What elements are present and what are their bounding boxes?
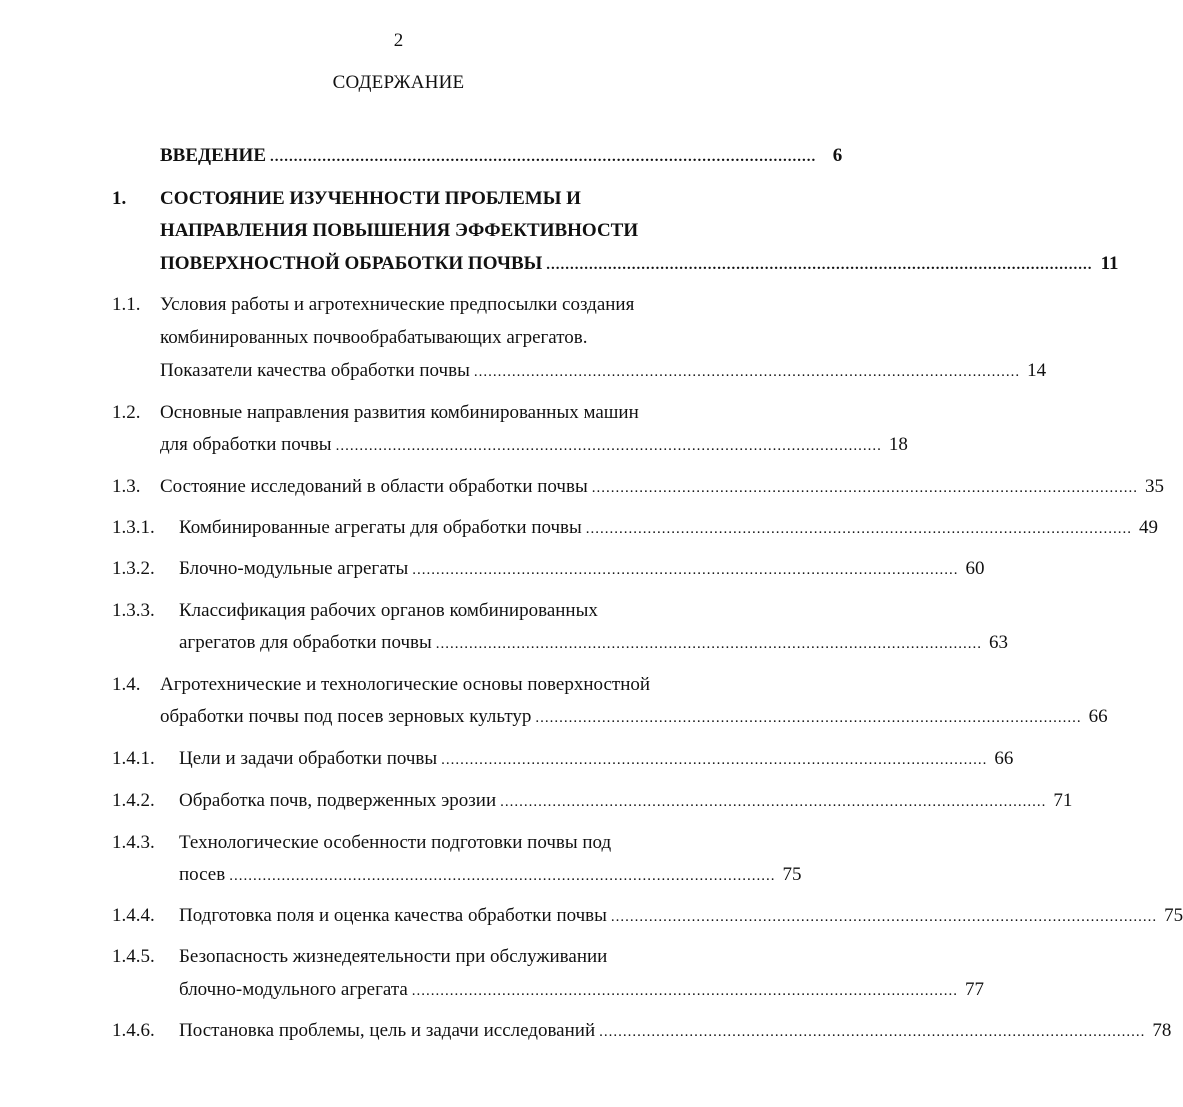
toc-entry-title: Условия работы и агротехнические предпосылки создания	[160, 294, 635, 315]
toc-section-number: 1.3.2.	[112, 558, 155, 579]
toc-entry-title: Комбинированные агрегаты для обработки почвы	[179, 517, 582, 538]
toc-entry-title: НАПРАВЛЕНИЯ ПОВЫШЕНИЯ ЭФФЕКТИВНОСТИ	[160, 220, 639, 241]
leader-dots: ...................................................................................................................	[412, 562, 959, 578]
leader-dots: ...................................................................................................................	[335, 438, 882, 454]
toc-line	[160, 143, 843, 169]
toc-page-number: 6	[832, 145, 843, 166]
page-number: 2	[393, 30, 404, 51]
toc-page-number: 75	[1164, 905, 1183, 926]
toc-page-number: 66	[994, 748, 1014, 769]
leader-dots: ...................................................................................................................	[500, 794, 1047, 810]
toc-entry-title: Технологические особенности подготовки почвы под	[179, 832, 612, 853]
toc-entry-title: Постановка проблемы, цель и задачи исследований	[179, 1020, 596, 1041]
toc-entry-title: Блочно-модульные агрегаты	[179, 558, 409, 579]
toc-entry-title: Состояние исследований в области обработки почвы	[160, 476, 588, 497]
toc-page-number: 75	[782, 864, 802, 885]
toc-section-number: 1.4.5.	[112, 946, 155, 967]
leader-dots: ...................................................................................................................	[535, 710, 1082, 726]
toc-line	[179, 1018, 1172, 1044]
leader-dots: ...................................................................................................................	[411, 983, 959, 999]
toc-line	[160, 432, 908, 458]
toc-line	[179, 515, 1159, 541]
leader-dots: ...................................................................................................................	[585, 521, 1133, 537]
toc-entry-title: Подготовка поля и оценка качества обработки почвы	[179, 905, 607, 926]
toc-page-number: 71	[1053, 790, 1073, 811]
toc-page-number: 11	[1100, 253, 1119, 274]
toc-line	[179, 746, 1014, 772]
toc-entry-title: блочно-модульного агрегата	[179, 979, 408, 1000]
toc-line	[179, 788, 1073, 814]
toc-entry-title: для обработки почвы	[160, 434, 332, 455]
toc-section-number: 1.4.3.	[112, 832, 155, 853]
toc-section-number: 1.	[112, 188, 127, 209]
toc-line	[160, 704, 1108, 730]
toc-page-number: 77	[965, 979, 985, 1000]
toc-section-number: 1.4.1.	[112, 748, 155, 769]
leader-dots: ...................................................................................................................	[229, 868, 776, 884]
toc-page-number: 60	[965, 558, 985, 579]
toc-entry-title: агрегатов для обработки почвы	[179, 632, 432, 653]
toc-page-number: 63	[989, 632, 1008, 653]
toc-entry-title: Классификация рабочих органов комбинированных	[179, 600, 598, 621]
toc-entry-title: комбинированных почвообрабатывающих агрегатов.	[160, 327, 588, 348]
toc-section-number: 1.4.6.	[112, 1020, 155, 1041]
leader-dots: ...................................................................................................................	[270, 149, 817, 165]
toc-page-number: 49	[1139, 517, 1159, 538]
toc-entry-title: Цели и задачи обработки почвы	[179, 748, 438, 769]
toc-section-number: 1.4.	[112, 674, 141, 695]
toc-section-number: 1.2.	[112, 402, 141, 423]
toc-line	[160, 251, 1119, 277]
toc-line	[179, 977, 985, 1003]
leader-dots: ...................................................................................................................	[546, 257, 1093, 273]
toc-section-number: 1.4.2.	[112, 790, 155, 811]
toc-page-number: 66	[1088, 706, 1108, 727]
toc-page-number: 35	[1144, 476, 1164, 497]
toc-line	[179, 630, 1008, 656]
toc-section-number: 1.3.3.	[112, 600, 155, 621]
toc-entry-title: ПОВЕРХНОСТНОЙ ОБРАБОТКИ ПОЧВЫ	[160, 253, 543, 274]
toc-page-number: 14	[1027, 360, 1047, 381]
leader-dots: ...................................................................................................................	[473, 364, 1021, 380]
toc-entry-title: Показатели качества обработки почвы	[160, 360, 470, 381]
toc-line	[179, 903, 1183, 929]
toc-entry-title: Обработка почв, подверженных эрозии	[179, 790, 497, 811]
leader-dots: ...................................................................................................................	[591, 480, 1138, 496]
toc-entry-title: обработки почвы под посев зерновых культур	[160, 706, 532, 727]
toc-entry-title: Основные направления развития комбинированных машин	[160, 402, 639, 423]
toc-section-number: 1.3.	[112, 476, 141, 497]
leader-dots: ...................................................................................................................	[599, 1024, 1146, 1040]
toc-entry-title: Агротехнические и технологические основы поверхностной	[160, 674, 651, 695]
toc-entry-title: Безопасность жизнедеятельности при обслуживании	[179, 946, 608, 967]
toc-entry-title: СОСТОЯНИЕ ИЗУЧЕННОСТИ ПРОБЛЕМЫ И	[160, 188, 581, 209]
leader-dots: ...................................................................................................................	[441, 752, 988, 768]
toc-section-number: 1.3.1.	[112, 517, 155, 538]
toc-line	[179, 862, 802, 888]
leader-dots: ...................................................................................................................	[435, 636, 982, 652]
page-title: СОДЕРЖАНИЕ	[332, 72, 465, 93]
toc-line	[160, 358, 1047, 384]
toc-entry-title: посев	[179, 864, 226, 885]
toc-page-number: 78	[1152, 1020, 1172, 1041]
toc-section-number: 1.4.4.	[112, 905, 155, 926]
toc-line	[179, 556, 985, 582]
leader-dots: ...................................................................................................................	[610, 909, 1158, 925]
toc-entry-title: ВВЕДЕНИЕ	[160, 145, 266, 166]
toc-line	[160, 474, 1164, 500]
toc-section-number: 1.1.	[112, 294, 141, 315]
toc-page-number: 18	[888, 434, 908, 455]
